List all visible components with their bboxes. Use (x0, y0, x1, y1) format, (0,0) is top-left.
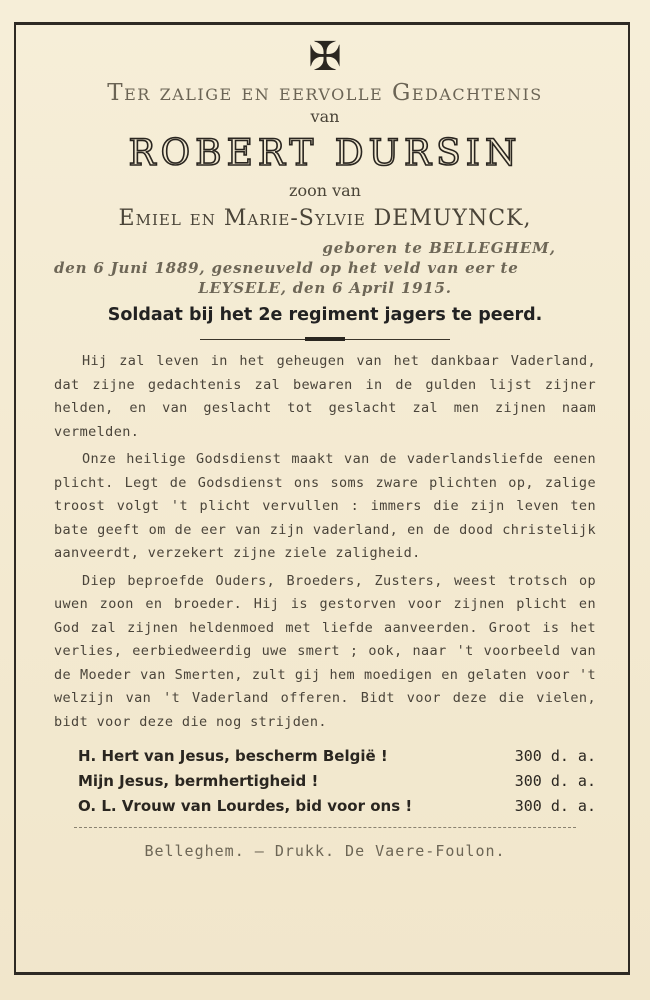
prayer-list (54, 744, 596, 819)
prayer-indulgence: 300 d. a. (514, 797, 596, 815)
separator-ornament (200, 334, 450, 346)
paragraph-2: Onze heilige Godsdienst maakt van de vaderlandsliefde eenen plicht. Legt de Godsdienst ons soms zware plichten op, zalige troost volgt 't plicht vervullen : immers die zijn leven ten bate geeft om de eer van zijn vaderland, en de dood christelijk aanveerdt, verzekert zijne ziele zaligheid. (54, 451, 596, 561)
death-line-1: den 6 Juni 1889, gesneuveld op het veld van eer te (54, 259, 519, 277)
left-border (14, 22, 16, 975)
right-border (628, 22, 630, 975)
prayer-item (54, 769, 596, 794)
parents-names: Emiel en Marie-Sylvie DEMUYNCK, (118, 206, 532, 231)
son-of-line: zoon van (289, 181, 361, 200)
deceased-name: ROBERT DURSIN (128, 133, 522, 174)
cross-icon: ✠ (308, 34, 342, 80)
printer-imprint: Belleghem. — Drukk. De Vaere-Foulon. (144, 842, 506, 860)
card-content (54, 30, 596, 860)
prayer-text: O. L. Vrouw van Lourdes, bid voor ons ! (78, 797, 413, 815)
prayer-indulgence: 300 d. a. (514, 772, 596, 790)
birth-line: geboren te BELLEGHEM, (322, 239, 556, 257)
prayer-text: Mijn Jesus, bermhertigheid ! (78, 772, 319, 790)
military-rank: Soldaat bij het 2e regiment jagers te peerd. (107, 305, 543, 325)
paragraph-1: Hij zal leven in het geheugen van het dankbaar Vaderland, dat zijne gedachtenis zal bewaren in de gulden lijst zijner helden, en van geslacht tot geslacht zal men zijnen naam vermelden. (54, 353, 596, 440)
top-border (14, 22, 630, 25)
paragraph-3: Diep beproefde Ouders, Broeders, Zusters, weest trotsch op uwen zoon en broeder. Hij is gestorven voor zijnen plicht en God zal zijnen heldenmoed met liefde aanveerden. Groot is het verlies, eerbiedweerdig uwe smert ; ook, naar 't voorbeeld van de Moeder van Smerten, zult gij hem moedigen en gelaten voor 't welzijn van 't Vaderland offeren. Bidt voor deze die vielen, bidt voor deze die nog strijden. (54, 572, 596, 730)
intro-line: Ter zalige en eervolle Gedachtenis (107, 80, 543, 106)
death-line-2: LEYSELE, den 6 April 1915. (198, 279, 452, 297)
printer-divider (74, 827, 576, 828)
prayer-indulgence: 300 d. a. (514, 747, 596, 765)
van-line: van (310, 107, 340, 126)
prayer-item (54, 794, 596, 819)
prayer-text: H. Hert van Jesus, bescherm België ! (78, 747, 388, 765)
death-line (54, 258, 596, 298)
bottom-border (14, 972, 630, 975)
prayer-item (54, 744, 596, 769)
